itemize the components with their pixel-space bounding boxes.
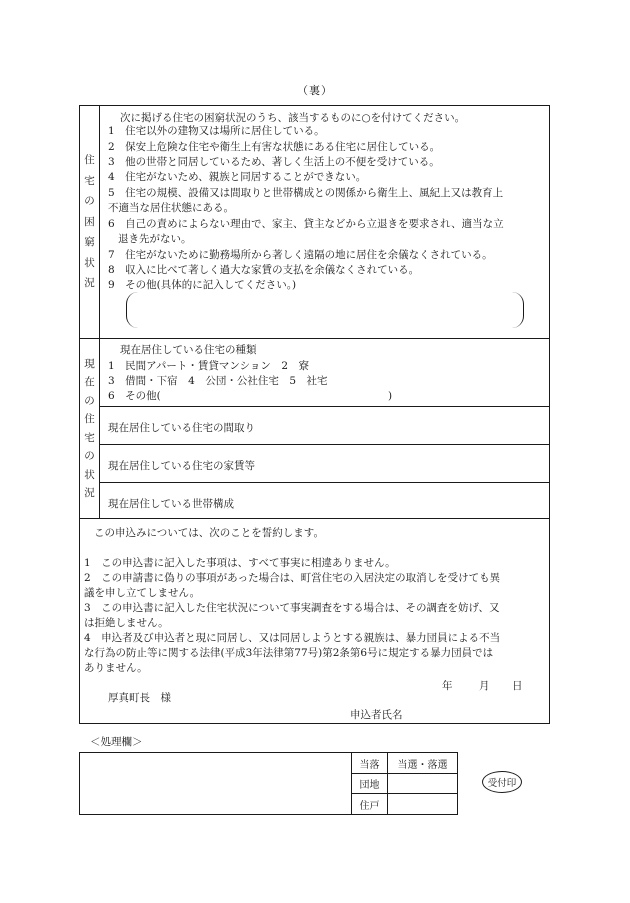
hardship-option-8[interactable]: 8 収入に比べて著しく過大な家賃の支払を余儀なくされている。	[108, 264, 420, 276]
processing-label: ＜処理欄＞	[90, 736, 143, 748]
hardship-section-label	[80, 106, 100, 338]
hardship-option-6[interactable]: 6 自己の責めによらない理由で、家主、貸主などから立退きを要求され、適当な立	[108, 218, 504, 230]
current-housing-section	[80, 339, 549, 519]
label-char: の	[84, 450, 95, 462]
reception-stamp: 受付印	[482, 771, 522, 793]
pledge-line-3-cont: は拒絶しません。	[84, 617, 169, 629]
pledge-section	[80, 519, 549, 723]
housing-rent-label: 現在居住している住宅の家賃等	[108, 460, 255, 472]
label-char: 現	[84, 357, 95, 370]
housing-type-options-1[interactable]: 1 民間アパート・賃貸マンション 2 寮	[108, 360, 310, 372]
pledge-line-4-cont2: ありません。	[84, 662, 148, 674]
hardship-option-5-cont: 不適当な居住状態にある。	[108, 202, 234, 214]
result-label: 当落	[352, 753, 388, 774]
housing-type-cell	[100, 339, 549, 407]
label-char: 住	[84, 413, 95, 425]
label-char: 困	[84, 215, 95, 228]
hardship-option-9[interactable]: 9 その他(具体的に記入してください。)	[108, 279, 297, 291]
label-char: 住	[84, 154, 95, 167]
complex-label: 団地	[352, 774, 388, 794]
label-char: 況	[84, 487, 95, 499]
housing-type-other[interactable]: 6 その他(	[108, 390, 161, 402]
label-char: 宅	[84, 174, 95, 187]
housing-type-heading: 現在居住している住宅の種類	[120, 344, 257, 356]
pledge-intro: この申込みについては、次のことを誓約します。	[94, 527, 324, 539]
label-char: の	[84, 394, 95, 407]
applicant-name-label[interactable]: 申込者氏名	[350, 709, 403, 721]
housing-layout-label: 現在居住している住宅の間取り	[108, 422, 255, 434]
hardship-option-6-cont: 退き先がない。	[118, 233, 192, 245]
current-housing-label	[80, 339, 100, 518]
hardship-option-5[interactable]: 5 住宅の規模、設備又は間取りと世帯構成との関係から衛生上、風紀上又は教育上	[108, 187, 504, 199]
date-month[interactable]: 月	[479, 680, 490, 692]
date-day[interactable]: 日	[512, 680, 523, 692]
pledge-line-1: 1 この申込書に記入した事項は、すべて事実に相違ありません。	[84, 557, 396, 569]
hardship-option-4[interactable]: 4 住宅がないため、親族と同居することができない。	[108, 171, 367, 183]
pledge-line-2: 2 この申請書に偽りの事項があった場合は、町営住宅の入居決定の取消しを受けても異	[84, 572, 501, 584]
unit-value[interactable]	[388, 794, 457, 814]
housing-type-options-2[interactable]: 3 借間・下宿 4 公団・公社住宅 5 社宅	[108, 375, 328, 387]
hardship-option-2[interactable]: 2 保安上危険な住宅や衛生上有害な状態にある住宅に居住している。	[108, 141, 441, 153]
hardship-option-3[interactable]: 3 他の世帯と同居しているため、著しく生活上の不便を受けている。	[108, 156, 440, 168]
label-char: 状	[84, 256, 95, 269]
complex-value[interactable]	[388, 774, 457, 794]
housing-layout-row[interactable]	[100, 407, 549, 445]
application-form-back	[79, 105, 550, 724]
pledge-line-3: 3 この申込書に記入した住宅状況について事実調査をする場合は、その調査を妨げ、又	[84, 602, 500, 614]
processing-table	[79, 752, 458, 815]
hardship-option-1[interactable]: 1 住宅以外の建物又は場所に居住している。	[108, 125, 325, 137]
housing-rent-row[interactable]	[100, 445, 549, 483]
result-value[interactable]: 当選・落選	[388, 753, 457, 774]
unit-label: 住戸	[352, 794, 388, 814]
household-composition-label: 現在居住している世帯構成	[108, 498, 234, 510]
processing-notes-cell	[80, 753, 352, 814]
label-char: 状	[84, 468, 95, 481]
hardship-section	[80, 106, 549, 339]
label-char: 窮	[84, 236, 95, 249]
household-composition-row[interactable]	[100, 483, 549, 519]
page-title: （裏）	[297, 84, 333, 97]
hardship-option-7[interactable]: 7 住宅がないために勤務場所から著しく遠隔の地に居住を余儀なくされている。	[108, 249, 493, 261]
date-year[interactable]: 年	[442, 680, 453, 692]
label-char: 在	[84, 376, 95, 388]
pledge-line-4: 4 申込者及び申込者と現に同居し、又は同居しようとする親族は、暴力団員による不当	[84, 632, 501, 644]
housing-type-other-close: )	[388, 390, 393, 402]
pledge-line-2-cont: 議を申し立てしません。	[84, 587, 201, 599]
label-char: 況	[84, 277, 95, 290]
other-details-field[interactable]	[126, 292, 524, 328]
mayor-addressee: 厚真町長 様	[108, 692, 171, 704]
hardship-intro: 次に掲げる住宅の困窮状況のうち、該当するものに○を付けてください。	[120, 112, 466, 124]
pledge-line-4-cont: な行為の防止等に関する法律(平成3年法律第77号)第2条第6号に規定する暴力団員では	[84, 647, 494, 659]
label-char: の	[84, 195, 95, 208]
label-char: 宅	[84, 431, 95, 444]
